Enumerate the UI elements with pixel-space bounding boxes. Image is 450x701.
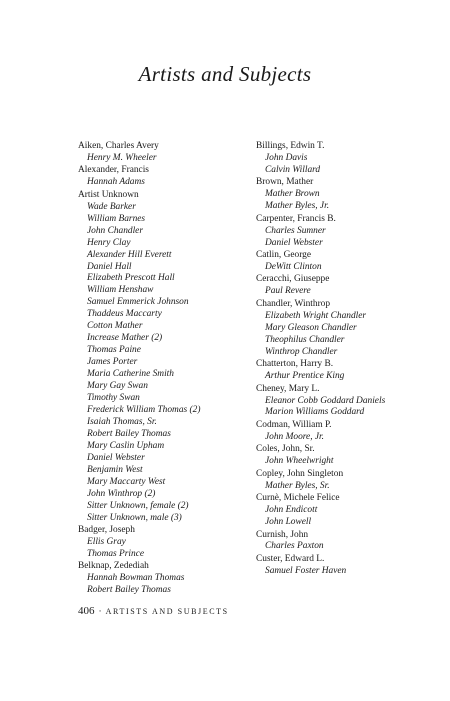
subject-name: Samuel Emmerick Johnson	[87, 297, 189, 308]
index-entry	[256, 420, 426, 444]
index-entry	[78, 165, 238, 189]
subject-name: Increase Mather (2)	[87, 333, 163, 344]
subject-name: Thaddeus Maccarty	[87, 309, 162, 320]
subject-name: Paul Revere	[265, 286, 311, 297]
index-entry	[256, 274, 426, 298]
index-entry	[78, 190, 238, 525]
subject-name: William Henshaw	[87, 285, 154, 296]
page-number: 406	[78, 605, 95, 617]
subject-name: Mary Gleason Chandler	[265, 322, 357, 333]
subject-name: James Porter	[87, 357, 138, 368]
subject-name: Timothy Swan	[87, 393, 140, 404]
artist-name: Alexander, Francis	[78, 165, 149, 176]
index-entry	[256, 214, 426, 250]
artist-name: Chandler, Winthrop	[256, 298, 331, 309]
subject-name: John Chandler	[87, 225, 143, 236]
subject-name: Winthrop Chandler	[265, 346, 338, 357]
subject-name: Hannah Adams	[87, 177, 145, 188]
subject-name: Frederick William Thomas (2)	[87, 404, 201, 415]
index-entry	[256, 359, 426, 383]
subject-name: Marion Williams Goddard	[265, 407, 365, 418]
index-entry	[256, 299, 426, 359]
subject-name: Arthur Prentice King	[265, 371, 345, 382]
subject-name: Henry Clay	[87, 237, 131, 248]
subject-name: Wade Barker	[87, 201, 136, 212]
artist-name: Ceracchi, Giuseppe	[256, 274, 330, 285]
subject-name: Mary Gay Swan	[87, 381, 148, 392]
index-entry	[256, 250, 426, 274]
subject-name: Ellis Gray	[87, 536, 126, 547]
index-entry	[256, 141, 426, 177]
subject-name: Eleanor Cobb Goddard Daniels	[265, 395, 386, 406]
subject-name: Calvin Willard	[265, 164, 321, 175]
footer-separator: ·	[98, 607, 102, 617]
index-entry	[256, 469, 426, 493]
subject-name: Thomas Paine	[87, 345, 141, 356]
artist-name: Codman, William P.	[256, 419, 332, 430]
index-column-left	[78, 141, 238, 597]
subject-name: Hannah Bowman Thomas	[87, 573, 185, 584]
subject-name: Maria Catherine Smith	[87, 369, 174, 380]
subject-name: John Moore, Jr.	[265, 431, 325, 442]
index-entry	[78, 561, 238, 597]
index-entry	[256, 554, 426, 578]
artist-name: Coles, John, Sr.	[256, 444, 315, 455]
subject-name: Samuel Foster Haven	[265, 565, 347, 576]
subject-name: Mary Maccarty West	[87, 476, 166, 487]
artist-name: Artist Unknown	[78, 189, 139, 200]
subject-name: Daniel Webster	[265, 237, 323, 248]
artist-name: Chatterton, Harry B.	[256, 359, 334, 370]
subject-name: Mather Brown	[265, 189, 320, 200]
index-column-right	[256, 141, 426, 578]
index-entry	[256, 444, 426, 468]
index-entry	[256, 493, 426, 529]
subject-name: Thomas Prince	[87, 548, 145, 559]
index-entry	[78, 141, 238, 165]
subject-name: John Davis	[265, 152, 308, 163]
subject-name: Sitter Unknown, male (3)	[87, 512, 182, 523]
artist-name: Billings, Edwin T.	[256, 141, 325, 151]
subject-name: Mather Byles, Sr.	[265, 480, 330, 491]
artist-name: Aiken, Charles Avery	[78, 141, 159, 151]
subject-name: Mather Byles, Jr.	[265, 201, 330, 212]
subject-name: John Lowell	[265, 517, 312, 528]
subject-name: Benjamin West	[87, 464, 143, 475]
subject-name: Robert Bailey Thomas	[87, 585, 171, 596]
artist-name: Copley, John Singleton	[256, 468, 344, 479]
subject-name: Charles Sumner	[265, 225, 326, 236]
subject-name: Alexander Hill Everett	[87, 249, 172, 260]
subject-name: Mary Caslin Upham	[87, 440, 165, 451]
artist-name: Carpenter, Francis B.	[256, 213, 336, 224]
running-head: ARTISTS AND SUBJECTS	[105, 607, 229, 616]
subject-name: Elizabeth Wright Chandler	[265, 310, 367, 321]
artist-name: Custer, Edward L.	[256, 553, 325, 564]
subject-name: Isaiah Thomas, Sr.	[87, 416, 157, 427]
subject-name: Daniel Hall	[87, 261, 132, 272]
subject-name: John Wheelwright	[265, 456, 334, 467]
page-title: Artists and Subjects	[138, 62, 312, 86]
subject-name: William Barnes	[87, 213, 146, 224]
subject-name: Charles Paxton	[265, 541, 324, 552]
page-footer	[78, 605, 229, 617]
index-entry	[256, 384, 426, 420]
artist-name: Belknap, Zedediah	[78, 561, 149, 572]
subject-name: Cotton Mather	[87, 321, 143, 332]
artist-name: Cheney, Mary L.	[256, 383, 320, 394]
subject-name: Henry M. Wheeler	[87, 152, 157, 163]
subject-name: Daniel Webster	[87, 452, 145, 463]
subject-name: John Winthrop (2)	[87, 488, 156, 499]
artist-name: Curnish, John	[256, 529, 309, 540]
artist-name: Catlin, George	[256, 250, 312, 261]
artist-name: Badger, Joseph	[78, 525, 135, 535]
subject-name: Sitter Unknown, female (2)	[87, 500, 189, 511]
index-entry	[256, 530, 426, 554]
subject-name: Elizabeth Prescott Hall	[87, 273, 175, 284]
subject-name: DeWitt Clinton	[265, 262, 322, 273]
index-entry	[78, 525, 238, 561]
subject-name: Theophilus Chandler	[265, 334, 345, 345]
artist-name: Brown, Mather	[256, 177, 314, 188]
index-entry	[256, 177, 426, 213]
subject-name: John Endicott	[265, 505, 318, 516]
subject-name: Robert Bailey Thomas	[87, 428, 171, 439]
artist-name: Curnè, Michele Felice	[256, 493, 340, 504]
